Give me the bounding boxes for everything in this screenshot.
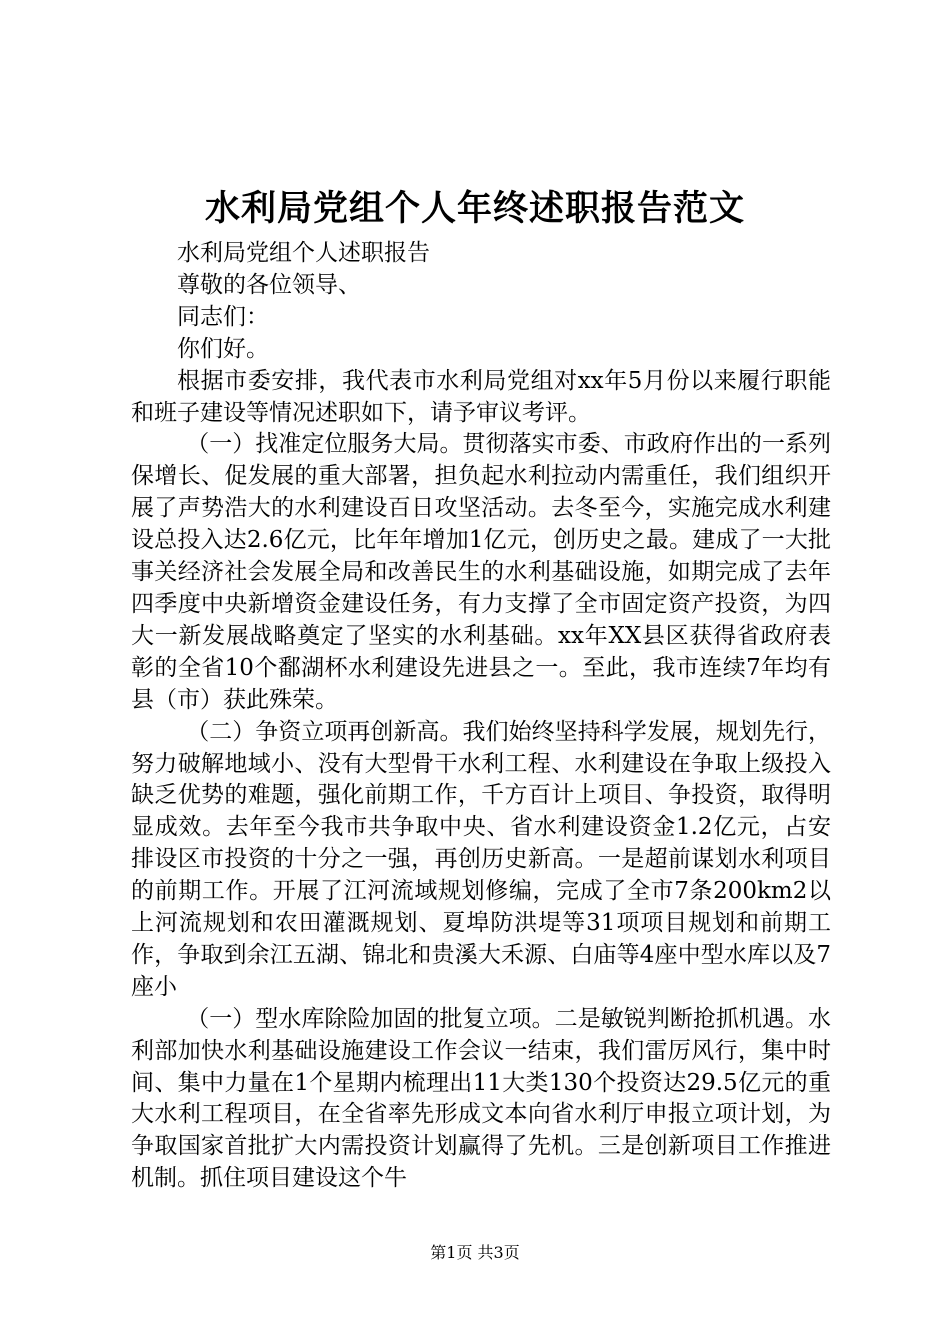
document-title: 水利局党组个人年终述职报告范文 [204, 188, 745, 229]
paragraph-section-1: （一）找准定位服务大局。贯彻落实市委、市政府作出的一系列保增长、促发展的重大部署，担负起水利拉动内需重任，我们组织开展了声势浩大的水利建设百日攻坚活动。去冬至今，实施完成水利建设总投入达2.6亿元，比年年增加1亿元，创历史之最。建成了一大批事关经济社会发展全局和改善民生的水利基础设施，如期完成了去年四季度中央新增资金建设任务，有力支撑了全市固定资产投资，为四大一新发展战略奠定了坚实的水利基础。xx年XX县区获得省政府表彰的全省10个鄱湖杯水利建设先进县之一。至此，我市连续7年均有县（市）获此殊荣。 [131, 431, 831, 713]
paragraph-salutation-leaders: 尊敬的各位领导、 [177, 271, 361, 298]
paragraph-report-heading: 水利局党组个人述职报告 [177, 240, 430, 266]
document-body [131, 238, 831, 1195]
paragraph-greeting: 你们好。 [177, 335, 269, 362]
paragraph-section-2: （二）争资立项再创新高。我们始终坚持科学发展，规划先行，努力破解地域小、没有大型骨干水利工程、水利建设在争取上级投入缺乏优势的难题，强化前期工作，千方百计上项目、争投资，取得明显成效。去年至今我市共争取中央、省水利建设资金1.2亿元，占安排设区市投资的十分之一强，再创历史新高。一是超前谋划水利项目的前期工作。开展了江河流域规划修编，完成了全市7条200km2以上河流规划和农田灌溉规划、夏埠防洪堤等31项项目规划和前期工作，争取到余江五湖、锦北和贵溪大禾源、白庙等4座中型水库以及7座小 [131, 718, 831, 1000]
page-footer: 第1页 共3页 [430, 1243, 520, 1262]
paragraph-salutation-comrades: 同志们： [177, 303, 269, 330]
paragraph-intro: 根据市委安排，我代表市水利局党组对xx年5月份以来履行职能和班子建设等情况述职如下，请予审议考评。 [131, 367, 831, 426]
paragraph-section-3: （一）型水库除险加固的批复立项。二是敏锐判断抢抓机遇。水利部加快水利基础设施建设工作会议一结束，我们雷厉风行，集中时间、集中力量在1个星期内梳理出11大类130个投资达29.5亿元的重大水利工程项目，在全省率先形成文本向省水利厅申报立项计划，为争取国家首批扩大内需投资计划赢得了先机。三是创新项目工作推进机制。抓住项目建设这个牛 [131, 1005, 831, 1192]
